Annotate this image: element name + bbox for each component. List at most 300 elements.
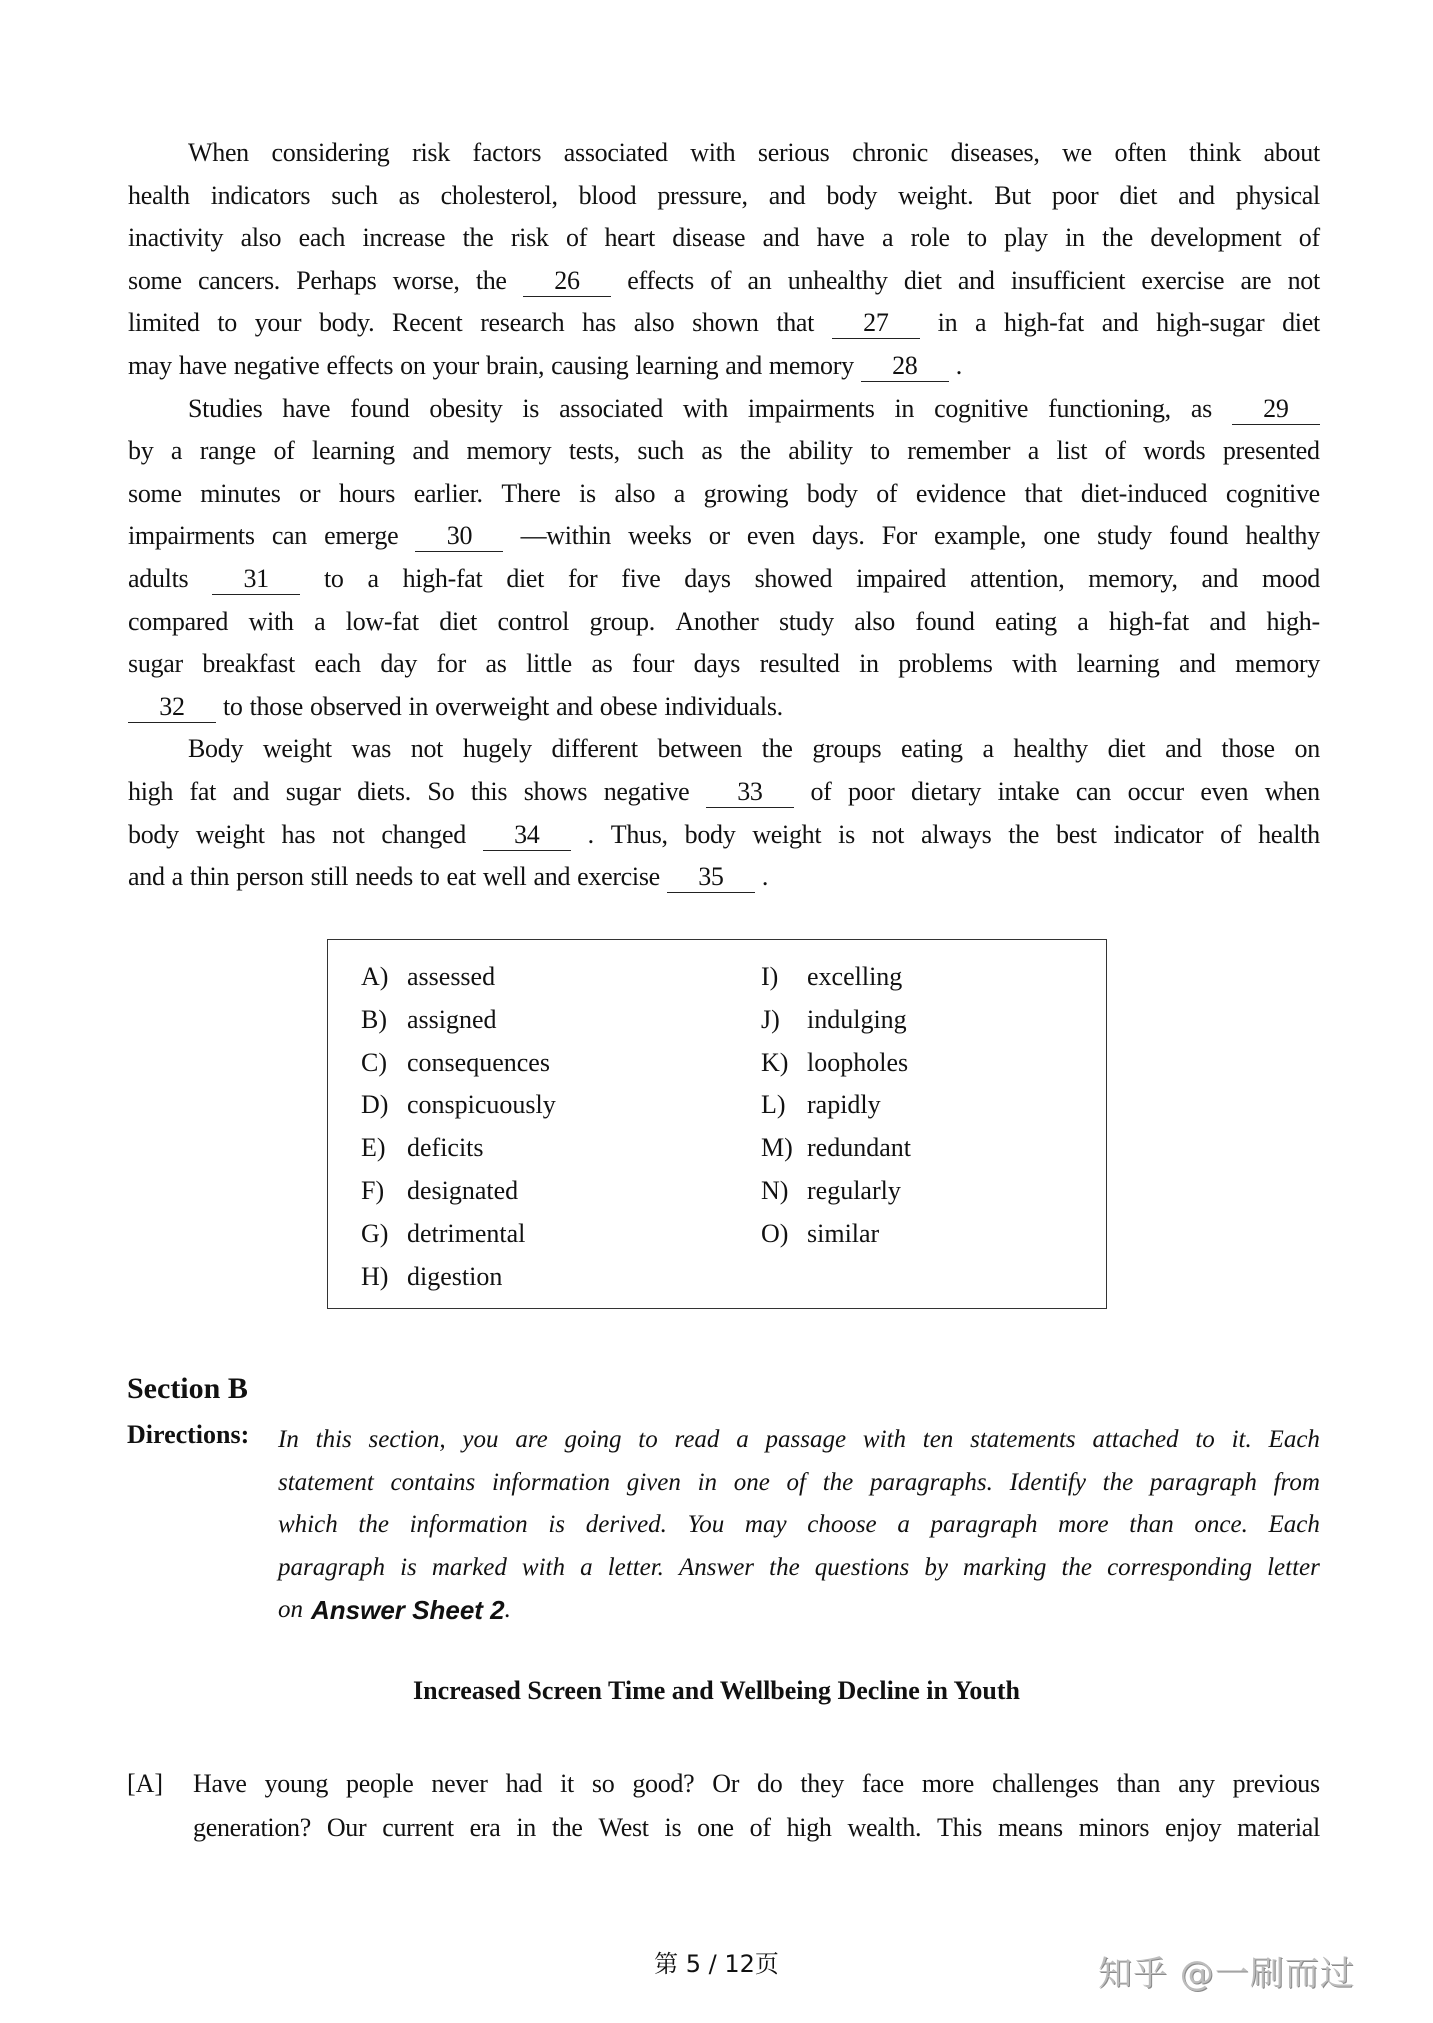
- word: on: [1294, 734, 1320, 764]
- word: this: [315, 1426, 352, 1453]
- word: the: [739, 436, 771, 466]
- directions-label: Directions:: [127, 1420, 250, 1449]
- word: not: [871, 819, 905, 849]
- word: has: [582, 308, 616, 338]
- word: had: [505, 1769, 543, 1798]
- word: role: [910, 223, 950, 253]
- word: often: [1114, 138, 1167, 167]
- word: by: [128, 436, 154, 466]
- passage-line: [188, 133, 1320, 173]
- word: changed: [381, 819, 466, 849]
- word: a: [982, 734, 994, 764]
- word: of: [786, 1468, 806, 1496]
- word: high-fat: [1108, 606, 1189, 636]
- word: the: [1102, 1468, 1134, 1496]
- blank-35: 35: [667, 862, 755, 893]
- word: ability: [788, 436, 853, 466]
- word: as: [398, 180, 420, 210]
- passage-line: [128, 474, 1320, 514]
- word: cognitive: [934, 393, 1029, 423]
- word: days: [693, 649, 741, 679]
- word: and: [128, 862, 165, 892]
- word: considering: [271, 138, 390, 167]
- word: a: [975, 308, 987, 338]
- word-option: [361, 1128, 484, 1168]
- word: breakfast: [202, 649, 295, 679]
- word: can: [1075, 777, 1112, 806]
- word: needs: [355, 862, 413, 892]
- word: minors: [1078, 1813, 1150, 1842]
- option-word: deficits: [407, 1133, 484, 1163]
- word: hugely: [462, 734, 532, 764]
- passage-line: [128, 431, 1320, 471]
- word: In: [278, 1426, 299, 1453]
- word: by: [924, 1553, 948, 1581]
- word: individuals.: [664, 691, 783, 721]
- word: with: [1012, 649, 1058, 679]
- word: have: [178, 351, 227, 380]
- word: generation?: [193, 1813, 311, 1842]
- word: diet: [903, 265, 942, 295]
- word: also: [614, 478, 656, 508]
- word: intake: [997, 777, 1060, 806]
- word: paragraph: [930, 1511, 1038, 1539]
- word: is: [664, 1813, 682, 1842]
- word-option: [761, 1085, 881, 1125]
- period: .: [504, 1596, 511, 1624]
- passage-line: [128, 303, 1320, 343]
- word: letter.: [607, 1553, 664, 1581]
- word: in: [697, 1468, 718, 1496]
- word: in: [894, 393, 915, 423]
- section-title: Section B: [127, 1372, 248, 1405]
- word: ten: [922, 1426, 954, 1453]
- word: found: [915, 606, 975, 636]
- word: enjoy: [1165, 1813, 1222, 1842]
- word: negative: [603, 777, 690, 806]
- word: your: [254, 308, 302, 338]
- word: corresponding: [1107, 1553, 1252, 1581]
- paragraph-line: [193, 1764, 1320, 1804]
- word: Have: [193, 1769, 247, 1798]
- passage-line: [128, 687, 1320, 727]
- word: serious: [757, 138, 830, 167]
- word-option: [761, 1043, 908, 1083]
- word: that: [776, 308, 815, 338]
- word: increase: [362, 223, 446, 253]
- word: and: [533, 862, 571, 892]
- option-letter: A): [361, 962, 389, 991]
- word: risk: [412, 138, 450, 167]
- word: one: [697, 1813, 734, 1842]
- word: era: [469, 1813, 501, 1842]
- word: high-fat: [1004, 308, 1084, 338]
- word: poor: [848, 777, 895, 806]
- word: the: [1008, 819, 1040, 849]
- word: hours: [338, 478, 396, 508]
- word: choose: [807, 1511, 877, 1539]
- word: the: [358, 1511, 389, 1539]
- paragraph-line: [193, 1808, 1320, 1848]
- word: associated: [559, 393, 663, 423]
- directions-line: [278, 1505, 1320, 1545]
- word: eating: [995, 606, 1057, 636]
- word: factors: [472, 138, 542, 167]
- word-bank-box: [327, 939, 1107, 1309]
- word: not: [332, 819, 365, 849]
- word: limited: [128, 308, 200, 338]
- word: dietary: [911, 777, 982, 806]
- word: diet: [1119, 180, 1158, 210]
- word: and: [762, 223, 800, 253]
- word: list: [1056, 436, 1088, 466]
- word: with: [690, 138, 736, 167]
- word: indicators: [210, 180, 311, 210]
- word: body.: [318, 308, 375, 338]
- word: is: [548, 1511, 566, 1539]
- word: range: [199, 436, 256, 466]
- option-letter: E): [361, 1133, 386, 1163]
- word: which: [278, 1511, 338, 1539]
- word: body: [684, 819, 736, 849]
- word: in: [1065, 223, 1085, 253]
- word: five: [621, 564, 661, 593]
- word-option: [761, 1214, 879, 1254]
- word: exercise: [577, 862, 660, 892]
- word: of: [1298, 223, 1320, 253]
- word: memory: [768, 351, 854, 380]
- word: previous: [1232, 1769, 1320, 1798]
- passage-line: [128, 176, 1320, 216]
- word: days.: [811, 521, 865, 551]
- word: negative: [233, 351, 320, 380]
- word: can: [271, 521, 307, 551]
- word: any: [1178, 1769, 1215, 1798]
- word: contains: [390, 1468, 476, 1496]
- word: as: [1190, 393, 1212, 423]
- word: is: [522, 393, 540, 423]
- blank-31: 31: [212, 564, 300, 595]
- word: current: [382, 1813, 454, 1842]
- word: Another: [675, 606, 759, 636]
- word: For: [881, 521, 917, 551]
- word: different: [551, 734, 638, 764]
- word: West: [598, 1813, 649, 1842]
- word: questions: [814, 1553, 910, 1581]
- word: found: [350, 393, 410, 423]
- word: resulted: [759, 649, 840, 679]
- word: impairments: [747, 393, 875, 423]
- word: Body: [188, 734, 244, 764]
- word: body: [128, 819, 179, 849]
- word: disease: [672, 223, 746, 253]
- word: indicator: [1113, 819, 1204, 849]
- word: the: [769, 1553, 800, 1581]
- word-option: [361, 1257, 502, 1297]
- word: But: [994, 180, 1031, 210]
- word: letter: [1267, 1553, 1320, 1581]
- word: attention,: [969, 564, 1065, 593]
- word: and: [412, 436, 449, 466]
- option-word: indulging: [807, 1004, 907, 1034]
- word: going: [564, 1426, 622, 1453]
- word: not: [410, 734, 444, 764]
- word: this: [470, 777, 508, 806]
- word: tests,: [568, 436, 620, 466]
- word: a: [881, 223, 894, 253]
- word: cognitive: [1225, 478, 1320, 508]
- word: challenges: [991, 1769, 1099, 1798]
- passage-line: [188, 729, 1320, 769]
- word: brain,: [486, 351, 545, 380]
- word: diet: [506, 564, 545, 593]
- option-letter: H): [361, 1261, 389, 1291]
- word: even: [1200, 777, 1249, 806]
- word: sugar: [285, 777, 341, 806]
- word: for: [436, 649, 466, 679]
- word: impairments: [128, 521, 255, 551]
- word: with: [682, 393, 728, 423]
- word: showed: [754, 564, 833, 593]
- word: from: [1273, 1468, 1320, 1496]
- word: blood: [578, 180, 637, 210]
- word: an: [747, 265, 772, 295]
- word: words: [1143, 436, 1206, 466]
- word: health: [1258, 819, 1320, 849]
- word: means: [997, 1813, 1063, 1842]
- word: eat: [446, 862, 476, 892]
- word: inactivity: [128, 223, 224, 253]
- word: There: [501, 478, 561, 508]
- word: Answer: [679, 1553, 755, 1581]
- word: poor: [1051, 180, 1099, 210]
- word: of: [566, 223, 588, 253]
- word: control: [497, 606, 570, 636]
- word: weight: [262, 734, 332, 764]
- word: health: [128, 180, 190, 210]
- word: still: [310, 862, 349, 892]
- word: cancers.: [197, 265, 280, 295]
- word: with: [862, 1426, 906, 1453]
- option-letter: I): [761, 962, 779, 991]
- word: with: [248, 606, 294, 636]
- word: risk: [510, 223, 549, 253]
- word: such: [331, 180, 378, 210]
- word: diet-induced: [1080, 478, 1208, 508]
- word: shown: [692, 308, 759, 338]
- word: high-sugar: [1156, 308, 1265, 338]
- word-option: [361, 1085, 556, 1125]
- word: associated: [563, 138, 668, 167]
- word: of: [749, 1813, 771, 1842]
- paragraph-label-a: [A]: [127, 1769, 164, 1798]
- option-word: loopholes: [807, 1047, 909, 1077]
- word: are: [515, 1426, 548, 1453]
- word: of: [273, 436, 295, 466]
- word: a: [314, 606, 326, 636]
- word: in: [408, 691, 429, 721]
- word: as: [485, 649, 507, 679]
- word: may: [744, 1511, 787, 1539]
- word: paragraph: [1149, 1468, 1257, 1496]
- word-option: [761, 1000, 907, 1040]
- word: or: [708, 521, 730, 551]
- word: low-fat: [345, 606, 419, 636]
- word: high-fat: [402, 564, 483, 593]
- word: diet: [439, 606, 478, 636]
- word: information: [491, 1468, 611, 1496]
- passage-line: [128, 857, 1320, 897]
- word: also: [854, 606, 895, 636]
- blank-29: 29: [1232, 394, 1320, 425]
- option-word: assessed: [407, 962, 496, 991]
- word: once.: [1194, 1511, 1248, 1539]
- word: derived.: [585, 1511, 667, 1539]
- word: marking: [963, 1553, 1047, 1581]
- word: have: [816, 223, 865, 253]
- word: and: [957, 265, 995, 295]
- word: healthy: [1245, 521, 1320, 551]
- word: high: [786, 1813, 832, 1842]
- word: the: [1061, 1553, 1092, 1581]
- option-letter: M): [761, 1133, 793, 1163]
- option-letter: K): [761, 1047, 789, 1077]
- word: effects: [326, 351, 394, 380]
- word: and: [1209, 606, 1246, 636]
- word: a: [736, 1426, 749, 1453]
- word: do: [757, 1769, 783, 1798]
- word: of: [876, 478, 898, 508]
- option-word: digestion: [407, 1261, 503, 1291]
- word: eating: [901, 734, 963, 764]
- option-letter: N): [761, 1176, 789, 1205]
- passage-line: [188, 389, 1320, 429]
- word: effects: [627, 265, 694, 295]
- word: occur: [1127, 777, 1184, 806]
- word: not: [1287, 265, 1320, 295]
- option-letter: B): [361, 1004, 387, 1034]
- word: information: [409, 1511, 528, 1539]
- word: than: [1129, 1511, 1174, 1539]
- directions-line: [278, 1420, 1320, 1460]
- word: to: [967, 223, 987, 253]
- word: they: [800, 1769, 844, 1798]
- option-word: excelling: [807, 962, 903, 991]
- word: in: [859, 649, 879, 679]
- word: Each: [1268, 1511, 1320, 1539]
- word: on: [400, 351, 426, 380]
- word: also: [633, 308, 675, 338]
- word: a: [1027, 436, 1040, 466]
- word: more: [1058, 1511, 1109, 1539]
- word: in: [516, 1813, 536, 1842]
- word: study: [778, 606, 834, 636]
- word: best: [1056, 819, 1097, 849]
- word: earlier.: [413, 478, 483, 508]
- passage-line: [128, 602, 1320, 642]
- word: Thus,: [610, 819, 668, 849]
- word: even: [746, 521, 795, 551]
- word-option: [361, 1000, 497, 1040]
- word: and: [725, 351, 762, 380]
- word: person: [236, 862, 304, 892]
- passage-line: [128, 218, 1320, 258]
- word-option: [361, 1214, 525, 1254]
- word: for: [567, 564, 598, 593]
- word: and: [1178, 180, 1215, 210]
- word-option: [761, 957, 902, 997]
- word: as: [701, 436, 723, 466]
- word: a: [367, 564, 379, 593]
- word: to: [638, 1426, 658, 1453]
- passage-line: [128, 261, 1320, 301]
- word: and: [1201, 564, 1239, 593]
- word: chronic: [852, 138, 928, 167]
- word: some: [128, 478, 182, 508]
- blank-27: 27: [832, 308, 920, 339]
- word: also: [240, 223, 282, 253]
- word: When: [188, 138, 249, 167]
- word: was: [351, 734, 392, 764]
- word: of: [810, 777, 832, 806]
- directions-line: [278, 1590, 1320, 1630]
- answer-sheet-ref: Answer Sheet 2: [311, 1595, 505, 1626]
- word: growing: [703, 478, 789, 508]
- word: obesity: [429, 393, 503, 423]
- option-word: detrimental: [407, 1218, 526, 1248]
- word: physical: [1235, 180, 1320, 210]
- option-word: conspicuously: [407, 1090, 556, 1120]
- word: some: [128, 265, 182, 295]
- word: we: [1062, 138, 1092, 167]
- word: it: [560, 1769, 574, 1798]
- word-option: [761, 1128, 911, 1168]
- word: obese: [599, 691, 658, 721]
- word: people: [346, 1769, 414, 1798]
- word: body: [806, 478, 858, 508]
- word: the: [761, 734, 793, 764]
- word: each: [298, 223, 346, 253]
- word: a: [673, 478, 686, 508]
- word: evidence: [915, 478, 1006, 508]
- word: diet: [1107, 734, 1146, 764]
- word: and: [1178, 649, 1216, 679]
- word: compared: [128, 606, 229, 636]
- word: than: [1116, 1769, 1161, 1798]
- word: read: [674, 1426, 720, 1453]
- word: worse,: [392, 265, 460, 295]
- word: Perhaps: [296, 265, 377, 295]
- word: so: [591, 1769, 615, 1798]
- option-letter: J): [761, 1004, 780, 1034]
- passage-line: [128, 772, 1320, 812]
- word: is: [400, 1553, 417, 1581]
- passage-line: [128, 559, 1320, 599]
- word: .: [587, 819, 594, 849]
- blank-32: 32: [128, 692, 216, 723]
- word: well: [482, 862, 527, 892]
- word: on: [278, 1596, 303, 1624]
- word: emerge: [324, 521, 399, 551]
- word-option: [761, 1171, 901, 1211]
- word: attached: [1092, 1426, 1179, 1453]
- option-word: consequences: [407, 1047, 550, 1077]
- word: exercise: [1141, 265, 1225, 295]
- word: your: [432, 351, 480, 380]
- word: and: [232, 777, 270, 806]
- word: it.: [1231, 1426, 1252, 1453]
- word: wealth.: [847, 1813, 922, 1842]
